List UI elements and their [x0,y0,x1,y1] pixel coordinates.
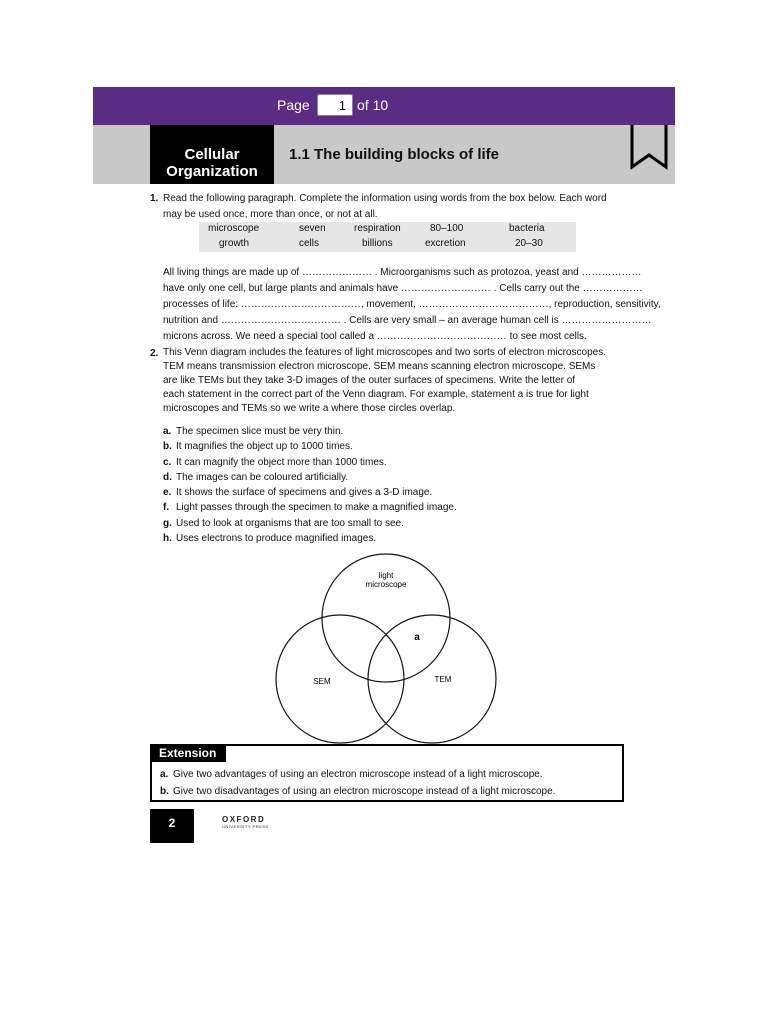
cloze-line: nutrition and ……………………………… . Cells are very small – an average human cell is ……………………… [163,315,652,326]
question-2-line: microscopes and TEMs so we write a where those circles overlap. [163,403,456,414]
chapter-title-line1: Cellular [184,146,240,163]
question-2-number: 2. [150,348,159,359]
chapter-title-line2: Organization [166,163,258,180]
page-number-input[interactable]: 1 [317,94,353,116]
publisher-name: OXFORD [222,815,266,824]
question-1-line: Read the following paragraph. Complete the information using words from the box below. Each word [163,193,607,204]
question-2-intro [150,346,630,414]
word-box-item: bacteria [509,223,545,234]
page-number: 2 [150,809,194,843]
page-navigation-bar [93,87,675,125]
list-item: g. Used to look at organisms that are too small to see. [163,517,404,529]
word-box-item: growth [219,238,250,249]
question-2-line: TEM means transmission electron microscope. SEM means scanning electron microscope. SEMs [163,361,596,372]
venn-label-light: microscope [365,580,407,589]
word-box-item: 20–30 [515,238,543,249]
question-2-line: This Venn diagram includes the features of light microscopes and two sorts of electron microscopes. [163,347,606,358]
cloze-line: All living things are made up of ………………… . Microorganisms such as protozoa, yeast and ……………… [163,267,642,278]
venn-label-light: light [378,571,394,580]
list-item: h. Uses electrons to produce magnified images. [163,533,377,545]
section-title: 1.1 The building blocks of life [289,146,500,163]
list-item: b. It magnifies the object up to 1000 times. [163,441,353,453]
word-box-item: 80–100 [430,223,464,234]
publisher-logo [222,815,269,829]
extension-title: Extension [150,744,226,762]
chapter-title [150,125,274,184]
list-item: c. It can magnify the object more than 1000 times. [163,456,387,468]
cloze-paragraph [163,265,661,345]
word-box-item: respiration [354,223,401,234]
venn-label-tem: TEM [434,675,452,684]
list-item: b. Give two disadvantages of using an electron microscope instead of a light microscope. [160,786,556,797]
word-box-item: seven [299,223,326,234]
venn-label-sem: SEM [313,677,331,686]
word-box-item: billions [362,238,393,249]
page-label: Page [277,97,310,113]
venn-example-letter: a [414,632,420,643]
venn-circle-tem [368,615,496,743]
question-1-line: may be used once, more than once, or not at all. [163,209,378,220]
list-item: a. Give two advantages of using an electron microscope instead of a light microscope. [160,769,543,780]
question-2-line: each statement in the correct part of the Venn diagram. For example, statement a is true for light [163,389,589,400]
word-box [199,222,576,252]
list-item: a. The specimen slice must be very thin. [163,426,344,437]
cloze-line: processes of life: ………………………………, movement, …………………………………, reproduction, sensitivity, [163,299,661,310]
cloze-line: microns across. We need a special tool called a ………………………………… to see most cells. [163,331,587,342]
page-count-label: of 10 [357,97,389,113]
publisher-sub: UNIVERSITY PRESS [222,824,269,829]
word-box-item: microscope [208,223,260,234]
question-1-intro [150,191,630,220]
list-item: d. The images can be coloured artificially. [163,471,349,483]
question-2-line: are like TEMs but they take 3-D images of the outer surfaces of specimens. Write the letter of [163,375,576,386]
word-box-item: excretion [425,238,466,249]
extension-list [160,766,555,800]
statement-list [163,424,457,546]
list-item: e. It shows the surface of specimens and gives a 3-D image. [163,487,433,499]
list-item: f. Light passes through the specimen to make a magnified image. [163,502,457,514]
bookmark-icon[interactable] [630,125,670,171]
cloze-line: have only one cell, but large plants and animals have ……………………… . Cells carry out the ……………… [163,283,643,294]
venn-circle-sem [276,615,404,743]
question-1-number: 1. [150,193,159,204]
word-box-item: cells [299,238,320,249]
venn-diagram [270,553,502,745]
